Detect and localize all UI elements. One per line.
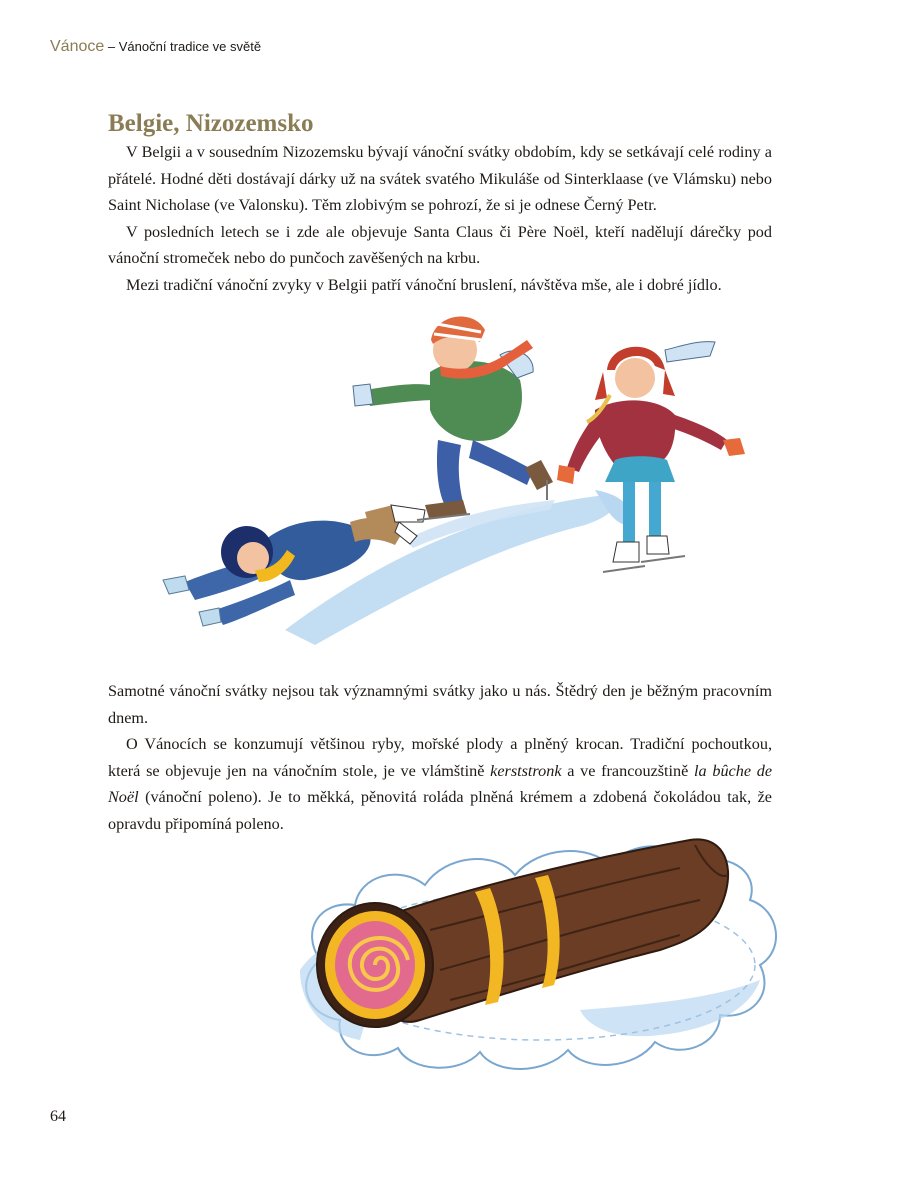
running-head-title: Vánoce [50,38,105,55]
paragraph-2: V posledních letech se i zde ale objevuje Santa Claus či Père Noël, kteří nadělují dárečky pod vánoční stromeček nebo do punčoch zavěšených na krbu. [108,222,772,267]
skating-children-illustration [155,300,755,670]
body-text [108,678,772,837]
yule-log-cake-illustration [280,820,790,1095]
paragraph-1: V Belgii a v sousedním Nizozemsku bývají vánoční svátky obdobím, kdy se setkávají celé rodiny a přátelé. Hodné děti dostávají dárky už na svátek svatého Mikuláše od Sinterklaase (ve Vlámsku) nebo Saint Nicholase (ve Valonsku). Těm zlobivým se pohrozí, že si je odnese Černý Petr. [108,143,772,214]
running-head [50,38,261,56]
term-buche-de-noel: la bûche de Noël [108,761,773,806]
paragraph-5-start: O Vánocích se konzumují většinou ryby, mořské plody a plněný krocan. Tradiční pochoutkou, která se objevuje jen na vánočním stole, je ve vlámštině [108,735,772,780]
running-head-subtitle: Vánoční tradice ve světě [118,39,262,54]
section-heading: Belgie, Nizozemsko [108,110,314,137]
paragraph-4: Samotné vánoční svátky nejsou tak významnými svátky jako u nás. Štědrý den je běžným pracovním dnem. [108,682,772,727]
paragraph-3: Mezi tradiční vánoční zvyky v Belgii patří vánoční bruslení, návštěva mše, ale i dobré jídlo. [126,275,722,294]
running-head-separator: – [104,39,119,54]
boy-skater [353,317,553,520]
paragraph-5-end: (vánoční poleno). Je to měkká, pěnovitá roláda plněná krémem a zdobená čokoládou tak, že opravdu připomíná poleno. [108,788,772,833]
paragraph-5-mid: a ve francouzštině [561,761,695,780]
term-kerststronk: kerststronk [490,761,562,780]
girl-skater [557,342,745,572]
intro-text [108,139,772,298]
fallen-child [163,505,425,626]
page-number: 64 [50,1108,66,1125]
